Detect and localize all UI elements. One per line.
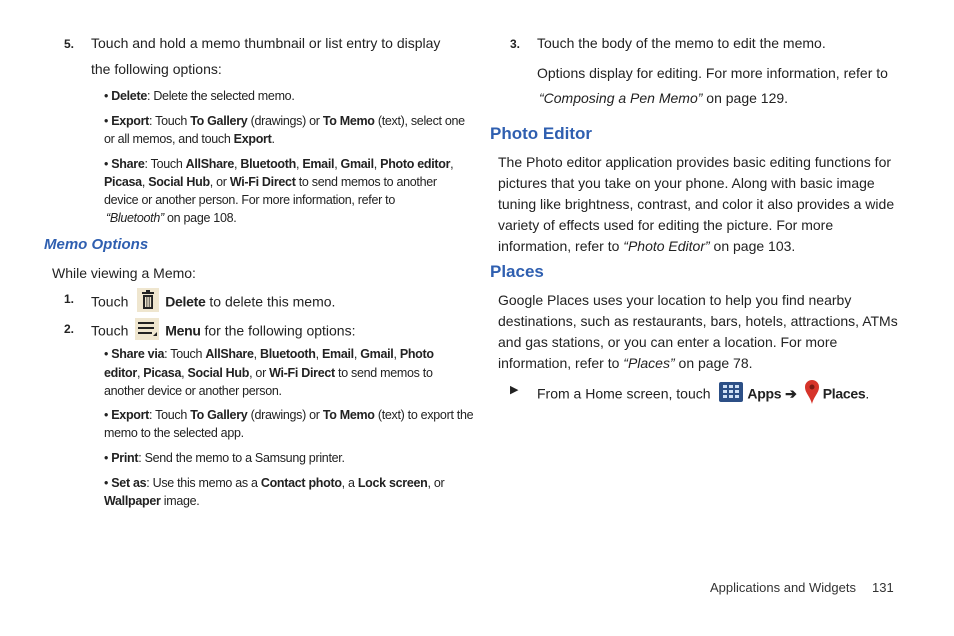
photo-editor-link[interactable]: “Photo Editor” [623, 238, 710, 254]
sub-option-set-as-line2: Wallpaper image. [104, 494, 200, 508]
step-5-line1: Touch and hold a memo thumbnail or list entry to display [91, 35, 441, 51]
places-paragraph: Google Places uses your location to help you find nearby destinations, such as restaurants, bars, hotels, attractions, ATMs and gas stations, or you can enter a location. For more information, refer to “Places” on page 78. [498, 292, 898, 371]
sub-option-share-via-line2: editor, Picasa, Social Hub, or Wi-Fi Direct to send memos to [104, 366, 433, 380]
sub-option-export: • Export: Touch To Gallery (drawings) or To Memo (text) to export the [104, 408, 474, 422]
options-text-line1: Options display for editing. For more information, refer to [537, 65, 888, 81]
memo-options-heading: Memo Options [44, 236, 149, 253]
option-export: • Export: Touch To Gallery (drawings) or To Memo (text), select one [104, 114, 465, 128]
step-1-number: 1. [64, 292, 75, 306]
sub-option-export-line2: memo to the selected app. [104, 426, 244, 440]
option-share: • Share: Touch AllShare, Bluetooth, Email, Gmail, Photo editor, [104, 157, 454, 171]
footer-section: Applications and Widgets [710, 580, 856, 595]
step-5-line2: the following options: [91, 61, 222, 77]
option-share-line2: Picasa, Social Hub, or Wi-Fi Direct to send memos to another [104, 175, 437, 189]
step-1-text: Touch Delete to delete this memo. [91, 288, 335, 318]
option-share-line4: “Bluetooth” on page 108. [106, 211, 237, 225]
trash-icon [137, 288, 159, 318]
while-viewing-text: While viewing a Memo: [52, 265, 196, 281]
step-2-text: Touch Menu for the following options: [91, 318, 355, 346]
option-export-line2: or all memos, and touch Export. [104, 132, 275, 146]
sub-option-set-as: • Set as: Use this memo as a Contact photo, a Lock screen, or [104, 476, 445, 490]
arrow-right-icon: ➔ [785, 385, 797, 402]
places-pin-icon [804, 379, 820, 411]
bluetooth-link[interactable]: “Bluetooth” [106, 211, 164, 225]
sub-option-share-via: • Share via: Touch AllShare, Bluetooth, Email, Gmail, Photo [104, 347, 434, 361]
photo-editor-heading: Photo Editor [490, 124, 592, 143]
places-link[interactable]: “Places” [623, 355, 675, 371]
options-text-line2: “Composing a Pen Memo” on page 129. [539, 90, 789, 106]
places-heading: Places [490, 262, 544, 281]
step-3-text: Touch the body of the memo to edit the memo. [537, 35, 826, 51]
places-instruction: From a Home screen, touch Apps ➔ Places. [537, 379, 869, 411]
option-delete: • Delete: Delete the selected memo. [104, 89, 295, 103]
step-2-number: 2. [64, 322, 75, 336]
bullet-arrow-icon: ▶ [510, 384, 519, 396]
apps-grid-icon [719, 382, 743, 408]
page-number: 131 [872, 580, 894, 595]
photo-editor-paragraph: The Photo editor application provides basic editing functions for pictures that you take on your phone. Along with basic image tuning like brightness, contrast, and color it also provides a wide variety of effects used for editing the picture. For more information, refer to “Photo Editor” on page 103. [498, 154, 895, 254]
menu-icon [135, 318, 159, 346]
step-5-number: 5. [64, 37, 75, 51]
composing-pen-memo-link[interactable]: “Composing a Pen Memo” [539, 90, 703, 106]
sub-option-share-via-line3: another device or another person. [104, 384, 282, 398]
sub-option-print: • Print: Send the memo to a Samsung printer. [104, 451, 345, 465]
option-share-line3: device or another person. For more information, refer to [104, 193, 395, 207]
step-3-number: 3. [510, 37, 521, 51]
